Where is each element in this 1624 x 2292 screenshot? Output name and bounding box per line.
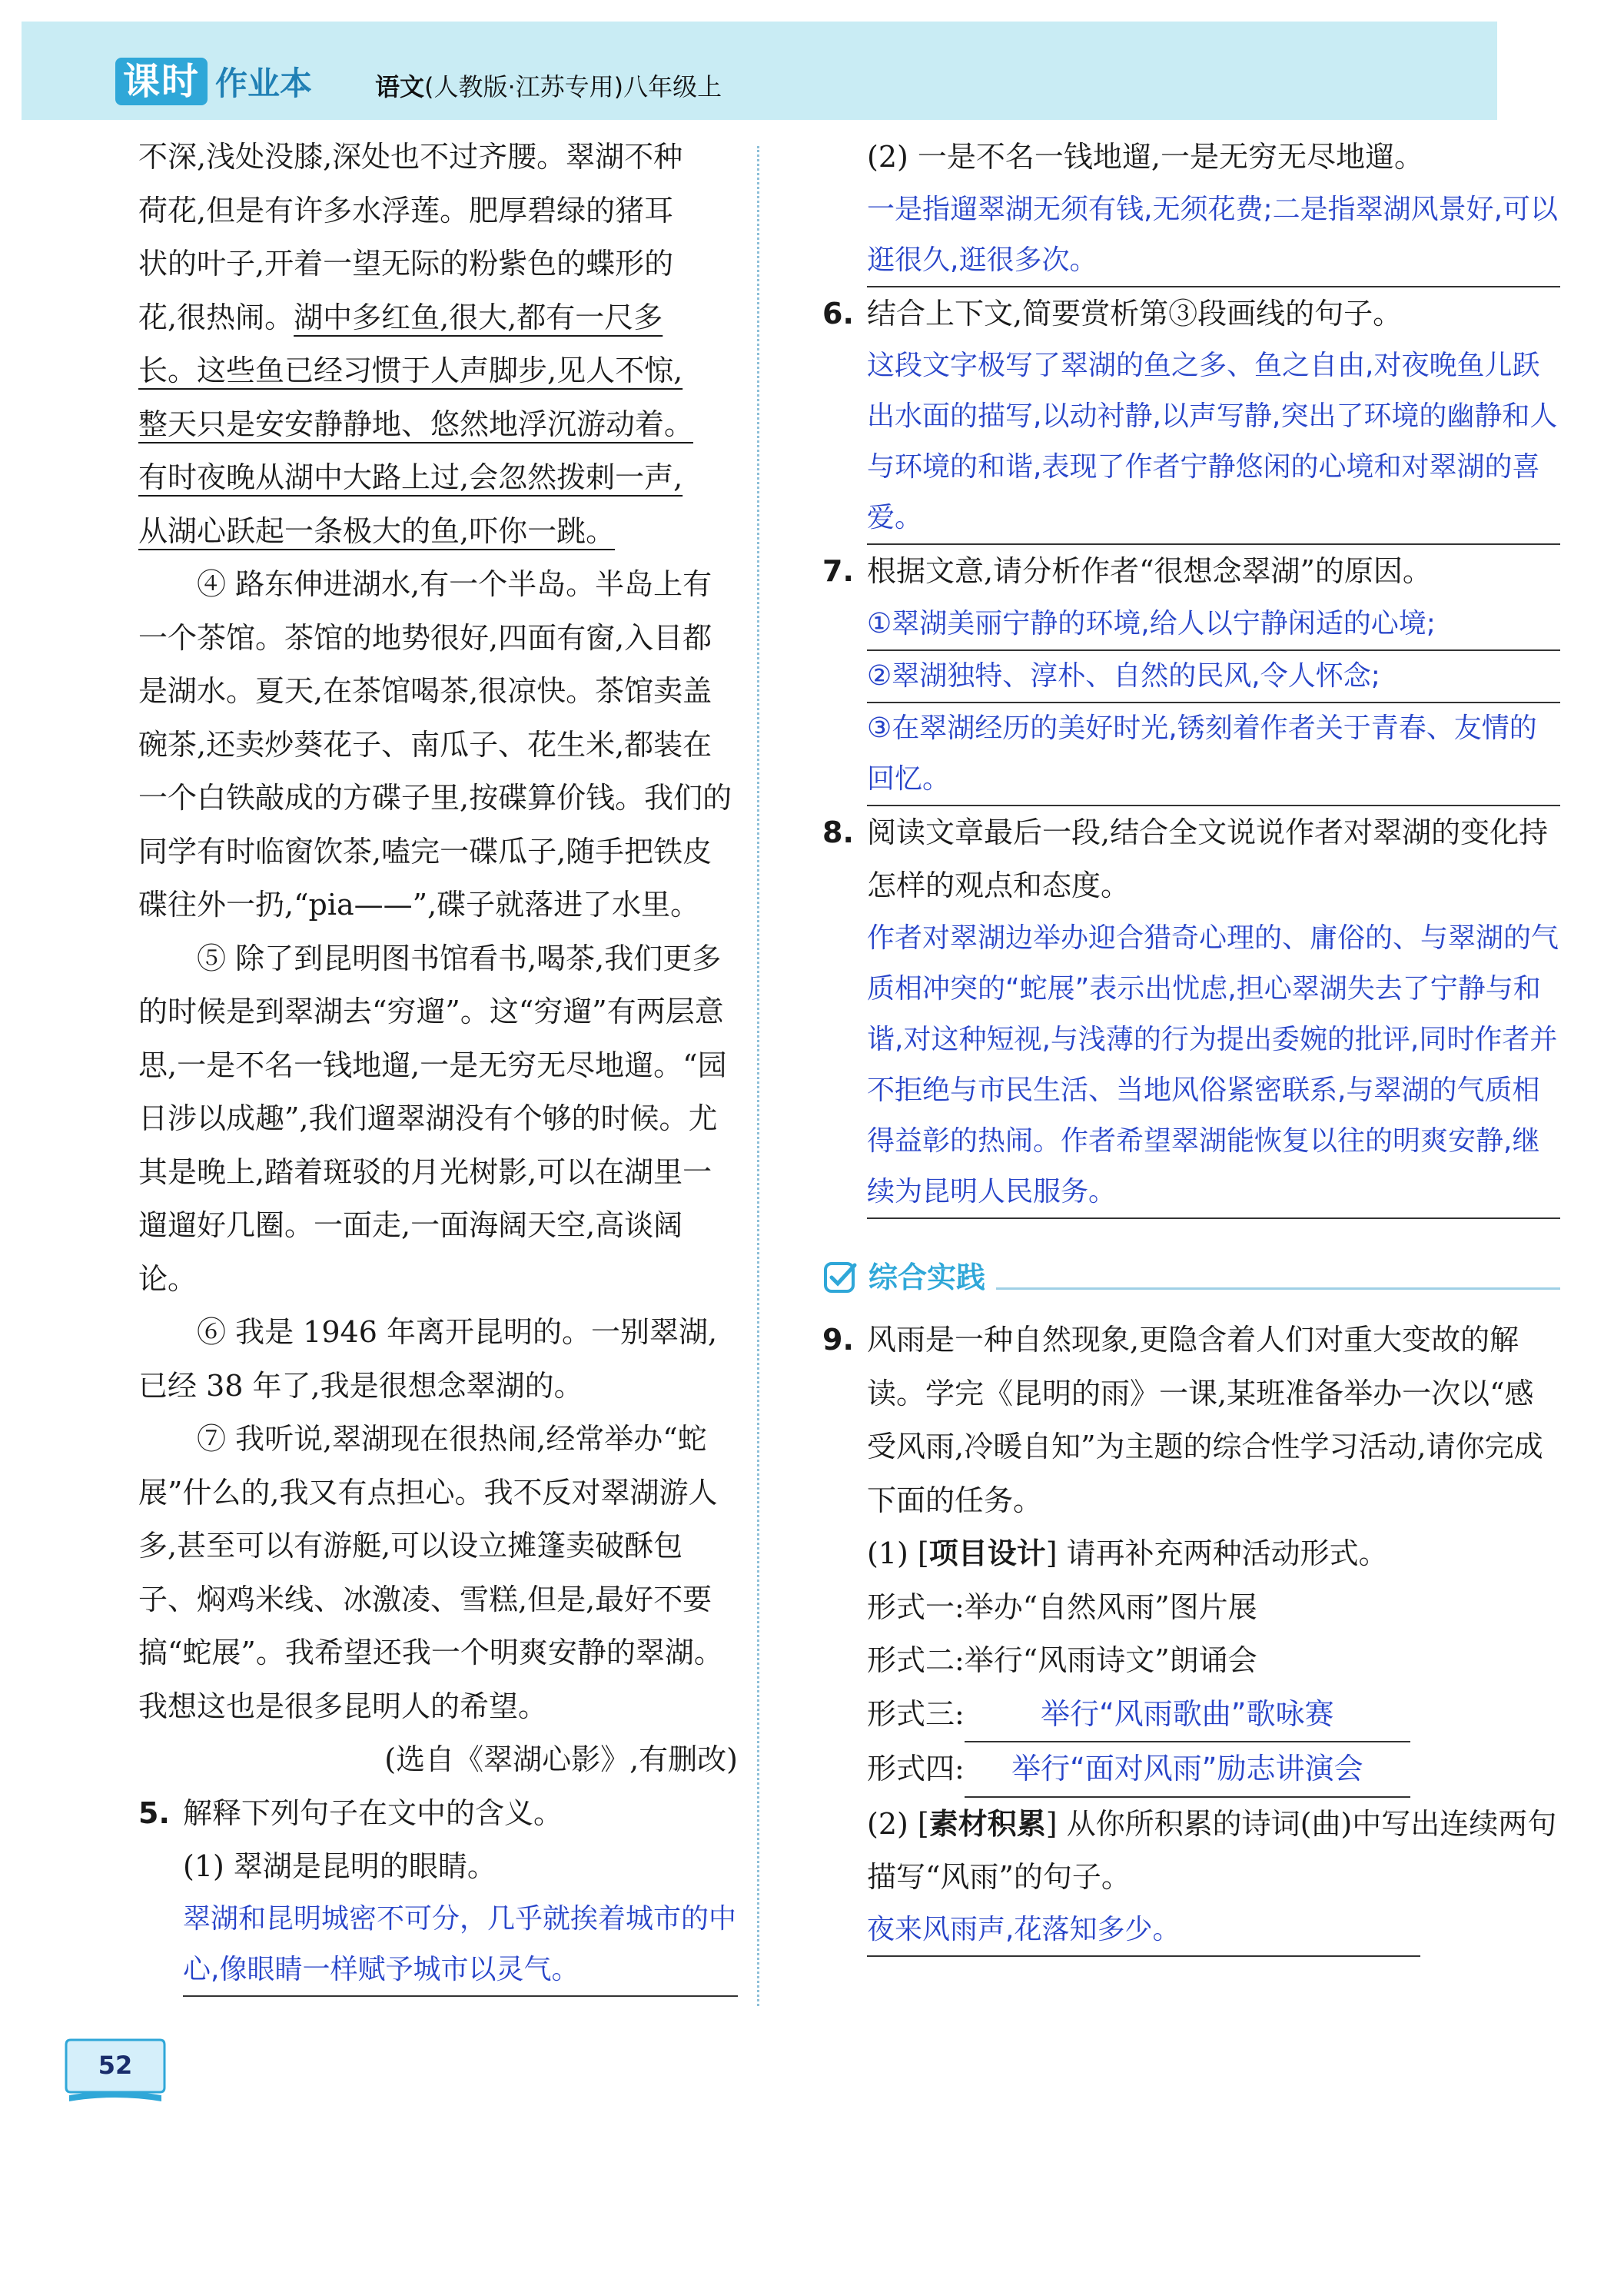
para3 <box>138 131 738 558</box>
form-4 <box>867 1742 1560 1798</box>
book-logo <box>115 57 312 106</box>
question-text: 阅读文章最后一段,结合全文说说作者对翠湖的变化持怎样的观点和态度。 <box>867 815 1549 902</box>
question-number: 6. <box>822 296 854 331</box>
form-answer: 举行“风雨歌曲”歌咏赛 <box>965 1688 1410 1743</box>
column-divider <box>757 146 759 2006</box>
section-rule <box>996 1287 1560 1290</box>
subject-bold: 语文 <box>375 72 425 101</box>
right-column <box>822 131 1560 1957</box>
underlined-sentence: 长。这些鱼已经习惯于人声脚步,见人不惊, <box>138 354 683 387</box>
underlined-sentence: 湖中多红鱼,很大,都有一尺多 <box>294 300 663 334</box>
para7: ⑦ 我听说,翠湖现在很热闹,经常举办“蛇展”什么的,我又有点担心。我不反对翠湖游人多,甚至可以有游艇,可以设立摊篷卖破酥包子、焖鸡米线、冰激凌、雪糕,但是,最好不要搞“蛇展”。我希望还我一个明爽安静的翠湖。我想这也是很多昆明人的希望。 <box>138 1422 723 1723</box>
tag-label: 项目设计 <box>928 1536 1046 1570</box>
question-6 <box>822 287 1560 546</box>
form-1: 形式一:举办“自然风雨”图片展 <box>867 1589 1257 1624</box>
question-7 <box>822 545 1560 806</box>
subquestion: (1) 翠湖是昆明的眼睛。 <box>183 1849 496 1883</box>
para6: ⑥ 我是 1946 年离开昆明的。一别翠湖,已经 38 年了,我是很想念翠湖的。 <box>138 1315 718 1403</box>
subject-title <box>375 68 722 103</box>
logo-text: 作业本 <box>215 65 313 102</box>
subquestion-text: ] 请再补充两种活动形式。 <box>1045 1536 1388 1570</box>
tag-label: 素材积累 <box>928 1806 1046 1841</box>
question-5 <box>138 1787 738 1997</box>
answer-item: ①翠湖美丽宁静的环境,给人以宁静闲适的心境; <box>867 599 1560 651</box>
form-answer: 举行“面对风雨”励志讲演会 <box>965 1742 1410 1798</box>
form-3 <box>867 1688 1560 1743</box>
question-number: 7. <box>822 554 854 588</box>
para4: ④ 路东伸进湖水,有一个半岛。半岛上有一个茶馆。茶馆的地势很好,四面有窗,入目都是湖水。夏天,在茶馆喝茶,很凉快。茶馆卖盖碗茶,还卖炒葵花子、南瓜子、花生米,都装在一个白铁敲成的方碟子里,按碟算价钱。我们的同学有时临窗饮茶,嗑完一碟瓜子,随手把铁皮碟往外一扔,“pia——”,碟子就落进了水里。 <box>138 567 732 922</box>
para3-line: 不深,浅处没膝,深处也不过齐腰。翠湖不种 <box>138 140 683 174</box>
para3-line: 荷花,但是有许多水浮莲。肥厚碧绿的猪耳 <box>138 193 674 228</box>
question-number: 8. <box>822 815 854 849</box>
question-text: 解释下列句子在文中的含义。 <box>183 1795 563 1830</box>
page-number-badge <box>61 2037 169 2106</box>
answer-item: ②翠湖独特、淳朴、自然的民风,令人怀念; <box>867 651 1560 703</box>
question-9 <box>822 1314 1560 1957</box>
question-number: 9. <box>822 1323 854 1357</box>
answer-text: 这段文字极写了翠湖的鱼之多、鱼之自由,对夜晚鱼儿跃出水面的描写,以动衬静,以声写静,突出了环境的幽静和人与环境的和谐,表现了作者宁静悠闲的心境和对翠湖的喜爱。 <box>867 340 1560 545</box>
form-label: 形式四: <box>867 1752 965 1785</box>
question-text: 风雨是一种自然现象,更隐含着人们对重大变故的解读。学完《昆明的雨》一课,某班准备举办一次以“感受风雨,冷暖自知”为主题的综合性学习活动,请你完成下面的任务。 <box>867 1323 1543 1517</box>
form-2: 形式二:举行“风雨诗文”朗诵会 <box>867 1643 1257 1677</box>
page-number: 52 <box>98 2051 133 2080</box>
answer-text: 翠湖和昆明城密不可分，几乎就挨着城市的中心,像眼睛一样赋予城市以灵气。 <box>183 1894 738 1997</box>
answer-text: 作者对翠湖边举办迎合猎奇心理的、庸俗的、与翠湖的气质相冲突的“蛇展”表示出忧虑,担心翠湖失去了宁静与和谐,对这种短视,与浅薄的行为提出委婉的批评,同时作者并不拒绝与市民生活、当地风俗紧密联系,与翠湖的气质相得益彰的热闹。作者希望翠湖能恢复以往的明爽安静,继续为昆明人民服务。 <box>867 913 1560 1219</box>
underlined-sentence: 整天只是安安静静地、悠然地浮沉游动着。 <box>138 407 694 441</box>
subquestion-2 <box>867 1798 1560 1905</box>
question-5-2 <box>822 131 1560 287</box>
para5: ⑤ 除了到昆明图书馆看书,喝茶,我们更多的时候是到翠湖去“穷遛”。这“穷遛”有两层意思,一是不名一钱地遛,一是无穷无尽地遛。“园日涉以成趣”,我们遛翠湖没有个够的时候。尤其是晚上,踏着斑驳的月光树影,可以在湖里一遛遛好几圈。一面走,一面海阔天空,高谈阔论。 <box>138 941 727 1296</box>
para3-line: 花,很热闹。 <box>138 300 294 334</box>
question-number: 5. <box>138 1795 170 1830</box>
checkmark-icon <box>822 1259 859 1296</box>
left-column <box>138 131 738 1997</box>
subject-rest: (人教版·江苏专用)八年级上 <box>424 72 722 101</box>
underlined-sentence: 有时夜晚从湖中大路上过,会忽然拨剌一声, <box>138 460 683 494</box>
section-header <box>822 1251 1560 1305</box>
subquestion: (2) 一是不名一钱地遛,一是无穷无尽地遛。 <box>867 140 1423 174</box>
question-text: 根据文意,请分析作者“很想念翠湖”的原因。 <box>867 554 1432 588</box>
question-text: 结合上下文,简要赏析第③段画线的句子。 <box>867 296 1403 331</box>
bracket-open: (1) [ <box>867 1536 929 1570</box>
answer-item: ③在翠湖经历的美好时光,锈刻着作者关于青春、友情的回忆。 <box>867 703 1560 806</box>
bracket-open: (2) [ <box>867 1806 929 1841</box>
logo-box: 课时 <box>115 58 208 105</box>
answer-text: 夜来风雨声,花落知多少。 <box>867 1905 1420 1957</box>
form-label: 形式三: <box>867 1696 965 1731</box>
source-note: (选自《翠湖心影》,有删改) <box>384 1742 738 1776</box>
para3-line: 状的叶子,开着一望无际的粉紫色的蝶形的 <box>138 247 674 281</box>
subquestion-text: ] 从你所积累的诗词(曲)中写出连续两句描写“风雨”的句子。 <box>867 1806 1557 1894</box>
question-8 <box>822 806 1560 1219</box>
answer-text: 一是指遛翠湖无须有钱,无须花费;二是指翠湖风景好,可以逛很久,逛很多次。 <box>867 184 1560 287</box>
underlined-sentence: 从湖心跃起一条极大的鱼,吓你一跳。 <box>138 513 616 548</box>
subquestion-1 <box>867 1527 1560 1581</box>
section-title: 综合实践 <box>868 1260 986 1294</box>
